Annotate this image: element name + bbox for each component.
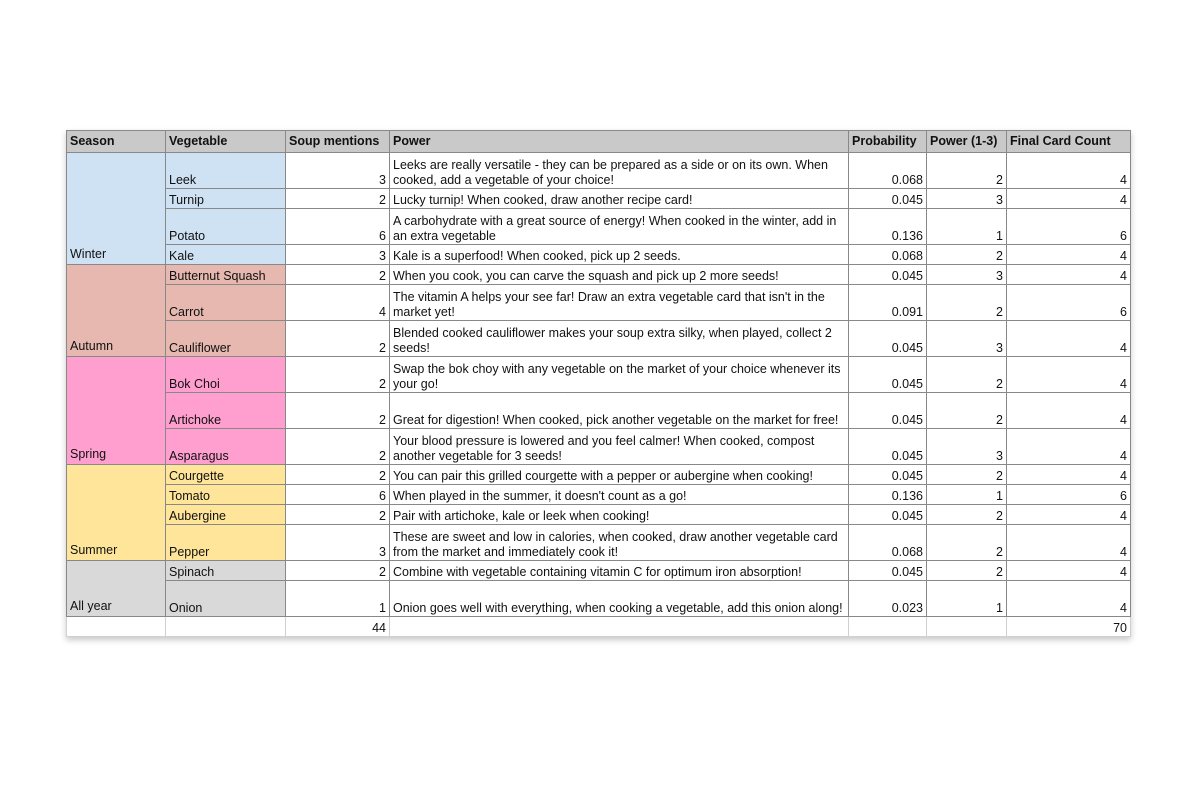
table-row <box>67 189 1131 209</box>
season-cell-winter[interactable]: Winter <box>67 153 166 265</box>
header-power[interactable]: Power <box>390 131 849 153</box>
probability-cell[interactable]: 0.045 <box>849 189 927 209</box>
power-cell[interactable]: Lucky turnip! When cooked, draw another recipe card! <box>390 189 849 209</box>
vegetable-table <box>66 130 1131 637</box>
power-cell[interactable]: Leeks are really versatile - they can be prepared as a side or on its own. When cooked, add a vegetable of your choice! <box>390 153 849 189</box>
power-cell[interactable]: The vitamin A helps your see far! Draw an extra vegetable card that isn't in the market yet! <box>390 285 849 321</box>
power-level-cell[interactable]: 2 <box>927 505 1007 525</box>
probability-cell[interactable]: 0.045 <box>849 321 927 357</box>
table-row <box>67 153 1131 189</box>
power-cell[interactable]: When played in the summer, it doesn't count as a go! <box>390 485 849 505</box>
vegetable-cell[interactable]: Spinach <box>166 561 286 581</box>
empty-cell[interactable] <box>166 617 286 637</box>
power-level-cell[interactable]: 2 <box>927 153 1007 189</box>
table-row <box>67 265 1131 285</box>
power-level-cell[interactable]: 2 <box>927 525 1007 561</box>
power-cell[interactable]: Great for digestion! When cooked, pick another vegetable on the market for free! <box>390 393 849 429</box>
power-level-cell[interactable]: 3 <box>927 321 1007 357</box>
header-season[interactable]: Season <box>67 131 166 153</box>
header-soup-mentions[interactable]: Soup mentions <box>286 131 390 153</box>
soup-mentions-cell[interactable]: 3 <box>286 525 390 561</box>
final-count-cell[interactable]: 4 <box>1007 525 1131 561</box>
final-count-cell[interactable]: 4 <box>1007 505 1131 525</box>
table-row <box>67 393 1131 429</box>
table-row <box>67 245 1131 265</box>
soup-mentions-cell[interactable]: 2 <box>286 393 390 429</box>
soup-mentions-cell[interactable]: 2 <box>286 429 390 465</box>
final-count-cell[interactable]: 6 <box>1007 285 1131 321</box>
final-count-cell[interactable]: 4 <box>1007 561 1131 581</box>
vegetable-cell[interactable]: Turnip <box>166 189 286 209</box>
soup-mentions-cell[interactable]: 6 <box>286 485 390 505</box>
soup-mentions-cell[interactable]: 3 <box>286 153 390 189</box>
power-cell[interactable]: Kale is a superfood! When cooked, pick up 2 seeds. <box>390 245 849 265</box>
probability-cell[interactable]: 0.045 <box>849 465 927 485</box>
power-level-cell[interactable]: 2 <box>927 393 1007 429</box>
header-probability[interactable]: Probability <box>849 131 927 153</box>
header-vegetable[interactable]: Vegetable <box>166 131 286 153</box>
probability-cell[interactable]: 0.045 <box>849 429 927 465</box>
power-level-cell[interactable]: 1 <box>927 485 1007 505</box>
probability-cell[interactable]: 0.091 <box>849 285 927 321</box>
vegetable-cell[interactable]: Bok Choi <box>166 357 286 393</box>
header-power-1-3[interactable]: Power (1-3) <box>927 131 1007 153</box>
power-level-cell[interactable]: 2 <box>927 285 1007 321</box>
soup-mentions-cell[interactable]: 2 <box>286 505 390 525</box>
table-row <box>67 357 1131 393</box>
power-level-cell[interactable]: 2 <box>927 245 1007 265</box>
vegetable-cell[interactable]: Onion <box>166 581 286 617</box>
final-count-total[interactable]: 70 <box>1007 617 1131 637</box>
vegetable-cell[interactable]: Carrot <box>166 285 286 321</box>
final-count-cell[interactable]: 4 <box>1007 393 1131 429</box>
probability-cell[interactable]: 0.045 <box>849 505 927 525</box>
probability-cell[interactable]: 0.136 <box>849 209 927 245</box>
probability-cell[interactable]: 0.068 <box>849 245 927 265</box>
soup-mentions-cell[interactable]: 1 <box>286 581 390 617</box>
vegetable-cell[interactable]: Aubergine <box>166 505 286 525</box>
soup-mentions-cell[interactable]: 2 <box>286 321 390 357</box>
final-count-cell[interactable]: 4 <box>1007 153 1131 189</box>
vegetable-cell[interactable]: Courgette <box>166 465 286 485</box>
soup-mentions-cell[interactable]: 4 <box>286 285 390 321</box>
spreadsheet <box>66 130 1131 637</box>
vegetable-cell[interactable]: Pepper <box>166 525 286 561</box>
table-row <box>67 525 1131 561</box>
final-count-cell[interactable]: 4 <box>1007 321 1131 357</box>
final-count-cell[interactable]: 4 <box>1007 265 1131 285</box>
power-cell[interactable]: A carbohydrate with a great source of energy! When cooked in the winter, add in an extra vegetable <box>390 209 849 245</box>
season-cell-all-year[interactable]: All year <box>67 561 166 617</box>
probability-cell[interactable]: 0.068 <box>849 525 927 561</box>
power-level-cell[interactable]: 1 <box>927 581 1007 617</box>
final-count-cell[interactable]: 4 <box>1007 429 1131 465</box>
empty-cell[interactable] <box>67 617 166 637</box>
final-count-cell[interactable]: 4 <box>1007 245 1131 265</box>
final-count-cell[interactable]: 6 <box>1007 209 1131 245</box>
table-row <box>67 285 1131 321</box>
power-cell[interactable]: Swap the bok choy with any vegetable on the market of your choice whenever its your go! <box>390 357 849 393</box>
power-level-cell[interactable]: 1 <box>927 209 1007 245</box>
power-level-cell[interactable]: 3 <box>927 265 1007 285</box>
power-level-cell[interactable]: 2 <box>927 465 1007 485</box>
header-row <box>67 131 1131 153</box>
table-row <box>67 429 1131 465</box>
vegetable-cell[interactable]: Cauliflower <box>166 321 286 357</box>
table-row <box>67 209 1131 245</box>
season-cell-summer[interactable]: Summer <box>67 465 166 561</box>
totals-row <box>67 617 1131 637</box>
power-cell[interactable]: Blended cooked cauliflower makes your soup extra silky, when played, collect 2 seeds! <box>390 321 849 357</box>
soup-mentions-cell[interactable]: 2 <box>286 465 390 485</box>
header-final-card-count[interactable]: Final Card Count <box>1007 131 1131 153</box>
season-cell-spring[interactable]: Spring <box>67 357 166 465</box>
vegetable-cell[interactable]: Asparagus <box>166 429 286 465</box>
vegetable-cell[interactable]: Potato <box>166 209 286 245</box>
vegetable-cell[interactable]: Kale <box>166 245 286 265</box>
soup-mentions-cell[interactable]: 3 <box>286 245 390 265</box>
probability-cell[interactable]: 0.136 <box>849 485 927 505</box>
power-cell[interactable]: When you cook, you can carve the squash and pick up 2 more seeds! <box>390 265 849 285</box>
table-row <box>67 485 1131 505</box>
probability-cell[interactable]: 0.045 <box>849 393 927 429</box>
season-cell-autumn[interactable]: Autumn <box>67 265 166 357</box>
vegetable-cell[interactable]: Artichoke <box>166 393 286 429</box>
power-cell[interactable]: Combine with vegetable containing vitamin C for optimum iron absorption! <box>390 561 849 581</box>
final-count-cell[interactable]: 4 <box>1007 357 1131 393</box>
vegetable-cell[interactable]: Butternut Squash <box>166 265 286 285</box>
soup-mentions-total[interactable]: 44 <box>286 617 390 637</box>
empty-cell[interactable] <box>927 617 1007 637</box>
probability-cell[interactable]: 0.023 <box>849 581 927 617</box>
power-level-cell[interactable]: 2 <box>927 357 1007 393</box>
table-row <box>67 465 1131 485</box>
soup-mentions-cell[interactable]: 2 <box>286 357 390 393</box>
power-cell[interactable]: These are sweet and low in calories, when cooked, draw another vegetable card from the market and immediately cook it! <box>390 525 849 561</box>
power-level-cell[interactable]: 3 <box>927 189 1007 209</box>
table-row <box>67 581 1131 617</box>
probability-cell[interactable]: 0.045 <box>849 561 927 581</box>
power-cell[interactable]: Your blood pressure is lowered and you feel calmer! When cooked, compost another vegetable for 3 seeds! <box>390 429 849 465</box>
vegetable-cell[interactable]: Tomato <box>166 485 286 505</box>
empty-cell[interactable] <box>849 617 927 637</box>
probability-cell[interactable]: 0.045 <box>849 265 927 285</box>
soup-mentions-cell[interactable]: 2 <box>286 189 390 209</box>
vegetable-cell[interactable]: Leek <box>166 153 286 189</box>
final-count-cell[interactable]: 4 <box>1007 581 1131 617</box>
probability-cell[interactable]: 0.068 <box>849 153 927 189</box>
soup-mentions-cell[interactable]: 2 <box>286 561 390 581</box>
final-count-cell[interactable]: 4 <box>1007 189 1131 209</box>
power-cell[interactable]: Onion goes well with everything, when cooking a vegetable, add this onion along! <box>390 581 849 617</box>
probability-cell[interactable]: 0.045 <box>849 357 927 393</box>
final-count-cell[interactable]: 6 <box>1007 485 1131 505</box>
soup-mentions-cell[interactable]: 2 <box>286 265 390 285</box>
table-row <box>67 321 1131 357</box>
empty-cell[interactable] <box>390 617 849 637</box>
final-count-cell[interactable]: 4 <box>1007 465 1131 485</box>
soup-mentions-cell[interactable]: 6 <box>286 209 390 245</box>
power-cell[interactable]: Pair with artichoke, kale or leek when cooking! <box>390 505 849 525</box>
power-cell[interactable]: You can pair this grilled courgette with a pepper or aubergine when cooking! <box>390 465 849 485</box>
table-row <box>67 561 1131 581</box>
power-level-cell[interactable]: 2 <box>927 561 1007 581</box>
power-level-cell[interactable]: 3 <box>927 429 1007 465</box>
table-row <box>67 505 1131 525</box>
